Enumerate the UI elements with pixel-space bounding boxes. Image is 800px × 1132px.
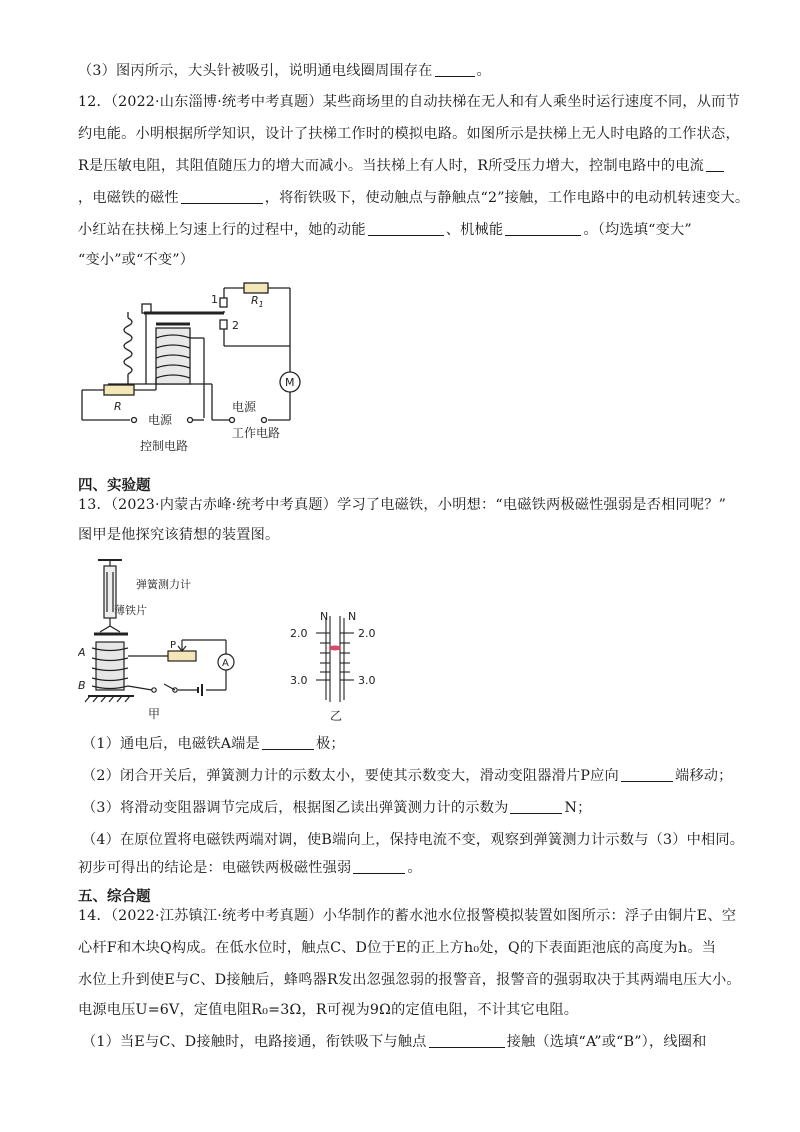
q12-line5-text-a: 小红站在扶梯上匀速上行的过程中，她的动能 xyxy=(78,222,366,238)
spring-scale-label: 弹簧测力计 xyxy=(136,578,191,591)
end-a-label: A xyxy=(78,646,86,659)
answer-blank[interactable] xyxy=(181,189,263,204)
q13-conclusion-text: 初步可得出的结论是：电磁铁两极磁性强弱 xyxy=(78,860,352,876)
q12-line1: 12．（2022·山东淄博·统考中考真题）某些商场里的自动扶梯在无人和有人乘坐时运行速度不同，从而节 xyxy=(78,94,740,110)
q12-line2: 约电能。小明根据所学知识，设计了扶梯工作时的模拟电路。如图所示是扶梯上无人时电路的工作状态， xyxy=(78,126,740,142)
q13-line2: 图甲是他探究该猜想的装置图。 xyxy=(78,527,280,543)
q12-line5-text-c: 。（均选填“变大” xyxy=(583,222,692,238)
q11-part3 xyxy=(78,60,728,82)
q12-line4 xyxy=(78,187,750,209)
electromagnet-setup-figure xyxy=(78,556,248,728)
scale-reading-figure xyxy=(286,608,396,730)
q12-line4-text-b: ，将衔铁吸下，使动触点与静触点“2”接触，工作电路中的电动机转速变大。 xyxy=(264,190,750,206)
q13-part1-end: 极； xyxy=(315,736,345,752)
q13-conclusion xyxy=(78,857,728,879)
control-circuit-label: 控制电路 xyxy=(140,439,189,453)
end-b-label: B xyxy=(78,679,86,692)
slider-p-label: P xyxy=(170,640,177,651)
q13-part2 xyxy=(82,765,732,787)
answer-blank[interactable] xyxy=(353,859,405,874)
answer-blank[interactable] xyxy=(706,157,724,172)
figure-jia-caption: 甲 xyxy=(148,707,161,721)
q12-line5-text-b: 、机械能 xyxy=(445,222,504,238)
answer-blank[interactable] xyxy=(435,62,475,77)
section-experiment-title: 四、实验题 xyxy=(78,478,151,494)
answer-blank[interactable] xyxy=(505,221,581,236)
answer-blank[interactable] xyxy=(510,799,562,814)
answer-blank[interactable] xyxy=(429,1033,505,1048)
q14-part1-text: （1）当E与C、D接触时，电路接通，衔铁吸下与触点 xyxy=(82,1034,427,1050)
q11-part3-text: （3）图丙所示，大头针被吸引，说明通电线圈周围存在 xyxy=(78,63,433,79)
escalator-circuit-figure xyxy=(72,278,312,464)
n-right-label: N xyxy=(348,610,357,623)
tick-3-left: 3.0 xyxy=(290,674,308,687)
r1-label xyxy=(251,294,264,309)
n-left-label: N xyxy=(320,610,329,623)
q13-part4: （4）在原位置将电磁铁两端对调，使B端向上，保持电流不变，观察到弹簧测力计示数与（3）中相同。 xyxy=(82,832,745,848)
q13-part1-text: （1）通电后，电磁铁A端是 xyxy=(82,736,260,752)
work-power-source-label: 电源 xyxy=(232,400,257,414)
q12-line3 xyxy=(78,155,728,177)
pointer-mark xyxy=(329,646,341,651)
section-comprehensive-title: 五、综合题 xyxy=(78,889,151,905)
r1-subscript: 1 xyxy=(258,300,264,309)
iron-sheet-label: 薄铁片 xyxy=(114,604,147,617)
q14-line1: 14．（2022·江苏镇江·统考中考真题）小华制作的蓄水池水位报警模拟装置如图所示：浮子由铜片E、空 xyxy=(78,908,737,924)
ammeter-symbol: A xyxy=(222,658,229,669)
q12-line6: “变小”或“不变”） xyxy=(78,252,195,268)
motor-symbol: M xyxy=(285,376,295,389)
q13-conclusion-end: 。 xyxy=(407,860,422,876)
answer-blank[interactable] xyxy=(368,221,444,236)
answer-blank[interactable] xyxy=(262,735,314,750)
q13-part3-end: N； xyxy=(564,800,592,816)
q14-part1 xyxy=(82,1031,732,1053)
control-power-source-label: 电源 xyxy=(148,413,173,427)
electromagnet-setup-diagram xyxy=(78,556,248,724)
r-label: R xyxy=(114,400,122,413)
q14-line2: 心杆F和木块Q构成。在低水位时，触点C、D位于E的正上方h₀处，Q的下表面距池底的高度为h。当 xyxy=(78,940,717,956)
work-circuit-label: 工作电路 xyxy=(232,426,281,440)
q14-line4: 电源电压U=6V，定值电阻R₀=3Ω，R可视为9Ω的定值电阻，不计其它电阻。 xyxy=(78,1002,579,1018)
q13-part2-end: 端移动； xyxy=(674,768,733,784)
q12-line5 xyxy=(78,219,728,241)
q13-line1: 13．（2023·内蒙古赤峰·统考中考真题）学习了电磁铁，小明想：“电磁铁两极磁性强弱是否相同呢？” xyxy=(78,497,727,513)
q13-part2-text: （2）闭合开关后，弹簧测力计的示数太小，要使其示数变大，滑动变阻器滑片P应向 xyxy=(82,768,619,784)
tick-3-right: 3.0 xyxy=(358,674,376,687)
q13-part1 xyxy=(82,733,732,755)
tick-2-left: 2.0 xyxy=(290,627,308,640)
q11-part3-end: 。 xyxy=(476,63,491,79)
contact-1-label: 1 xyxy=(211,293,218,306)
tick-2-right: 2.0 xyxy=(358,627,376,640)
q13-part3-text: （3）将滑动变阻器调节完成后，根据图乙读出弹簧测力计的示数为 xyxy=(82,800,509,816)
escalator-circuit-diagram xyxy=(72,278,312,460)
q12-line4-text-a: ，电磁铁的磁性 xyxy=(78,190,179,206)
q14-line3: 水位上升到使E与C、D接触后，蜂鸣器R发出忽强忽弱的报警音，报警音的强弱取决于其两端电压大小。 xyxy=(78,972,741,988)
r1-letter: R xyxy=(251,294,259,307)
q12-line3-text: R是压敏电阻，其阻值随压力的增大而减小。当扶梯上有人时，R所受压力增大，控制电路中的电流 xyxy=(78,158,705,174)
spring-scale-reading xyxy=(286,608,396,726)
figure-yi-caption: 乙 xyxy=(330,709,343,723)
contact-2-label: 2 xyxy=(232,319,239,332)
q14-part1-text-b: 接触（选填“A”或“B”），线圈和 xyxy=(506,1034,707,1050)
q13-part3 xyxy=(82,797,732,819)
answer-blank[interactable] xyxy=(621,767,673,782)
